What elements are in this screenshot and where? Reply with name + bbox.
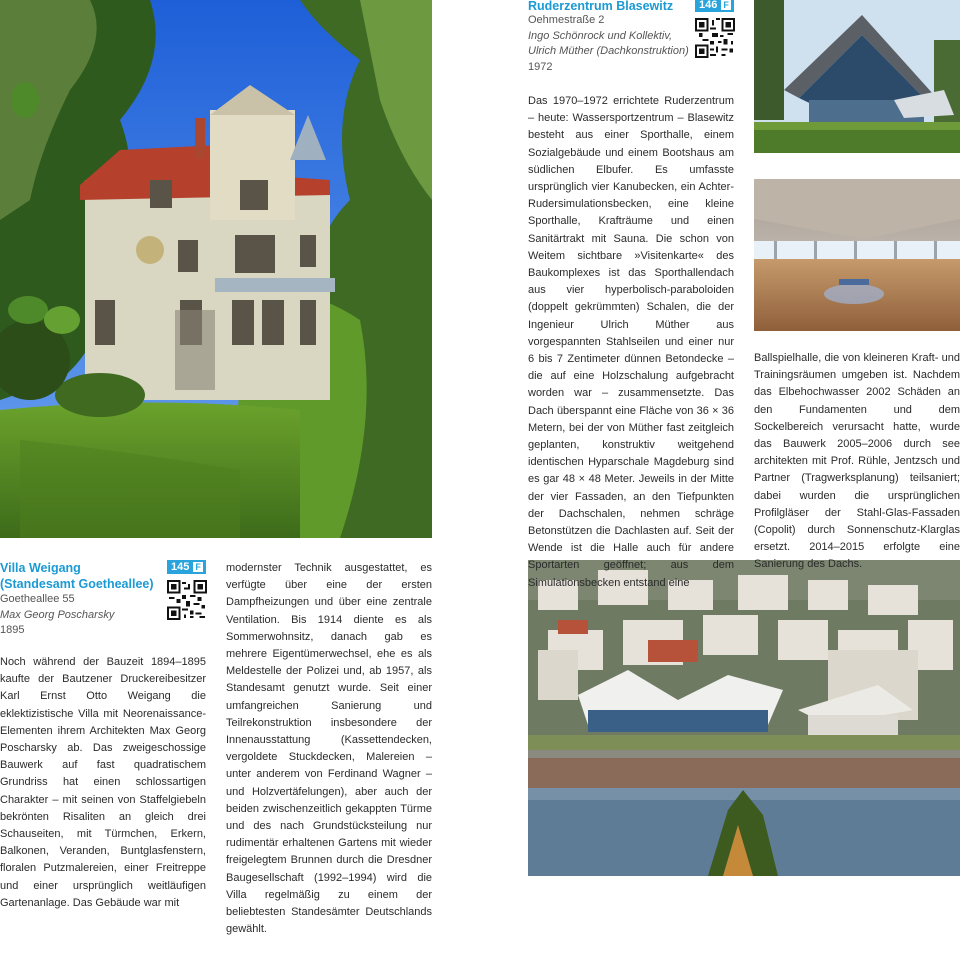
entry-146-title: Ruderzentrum Blasewitz [528,0,674,13]
entry-145-year: 1895 [0,624,25,636]
ruderzentrum-aerial-photo [528,560,960,876]
ruderzentrum-exterior-photo [754,0,960,153]
entry-146-text-column-2 [754,350,960,574]
entry-146-architect-line1: Ingo Schönrock und Kollektiv, [528,29,673,42]
entry-146-year: 1972 [528,60,553,73]
entry-145-title-line2: (Standesamt Goetheallee) [0,577,154,591]
entry-146-badge-letter: F [723,0,729,10]
entry-146-paragraph-2: Ballspielhalle, die von kleineren Kraft- und Trainingsräumen umgeben ist. Nachdem das Elbehochwasser 2002 Schäden an den Fundamenten und dem Sockelbereich verursacht hatte, wurde das Bauwerk 2005–2006 durch see architekten mit Prof. Rühle, Jentzsch und Partner (Tragwerksplanung) teilsaniert; dabei wurden die ursprünglichen Profilgläser der Stahl-Glas-Fassaden (Copolit) durch Sonnenschutz-Klarglas ersetzt. 2014–2015 erfolgte eine Sanierung des Dachs. [754,352,960,571]
entry-146-badge-number: 146 [699,0,718,11]
entry-145-paragraph-1: Noch während der Bauzeit 1894–1895 kaufte der Bautzener Druckereibesitzer Karl Ernst Otto Weigang die eklektizistische Villa mit Neorenaissance-Elementen ihrem Architekten Max Georg Poscharsky ab. Das zweigeschossige Bauwerk auf fast quadratischem Grundriss hat einen schlossartigen Charakter – mit seinen von Staffelgiebeln bekrönten Risaliten an gleich drei Schauseiten, mit Türmchen, Erkern, Balkonen, Veranden, Buntglasfenstern, floralen Putzmalereien, einer Freitreppe und einer ursprünglich weitläufigen Gartenanlage. Das Gebäude war mit [0,656,206,909]
entry-145-architect: Max Georg Poscharsky [0,608,115,621]
ruderzentrum-interior-photo [754,179,960,331]
entry-146-text-column-1 [528,93,734,592]
entry-146-badge [695,0,734,12]
entry-145-address: Goetheallee 55 [0,593,75,605]
entry-145-title [0,560,165,592]
entry-145-text-column-2 [226,560,432,938]
villa-weigang-photo [0,0,432,538]
entry-145-qr-code[interactable] [167,580,207,620]
entry-146-meta [528,13,698,75]
entry-145-badge-letter: F [195,562,201,572]
entry-145-badge [167,560,206,574]
entry-146-address: Oehmestraße 2 [528,14,605,26]
entry-145-title-line1: Villa Weigang [0,561,81,575]
entry-146-architect-line2: Ulrich Müther (Dachkonstruktion) [528,45,689,57]
entry-146-paragraph-1: Das 1970–1972 errichtete Ruderzentrum – heute: Wassersportzentrum – Blasewitz besteht aus einer Sporthalle, einem Sozialgebäude und einem Bootshaus am südlichen Elbufer. Es umfasste ursprünglich vier Kanubecken, ein Achter-Rudersimulationsbecken, eine kleine Sporthalle, Krafträume und einen Sanitärtrakt mit Sauna. Die schon von Weitem sichtbare »Visitenkarte« des Baukomplexes ist das Sporthallendach aus vier hyperbolisch-paraboloiden (doppelt gekrümmten) Schalen, die der Ingenieur Ulrich Müther aus vorgespannten Stahlseilen und einer nur 6 bis 7 Zentimeter dünnen Betondecke – die auf eine Holzschalung aufgebracht worden war – zusammensetzte. Das Dach überspannt eine Fläche von 36 × 36 Metern, bei der von Müther fast zeitgleich geplanten, konstruktiv weitgehend identischen Hyparschale Magdeburg sind es gar 48 × 48 Meter. Jeweils in der Mitte der vier Fassaden, an den Tiefpunkten der Dachschalen, nehmen schräge Betonstützen die Dachlasten auf. Seit der Wende ist die Halle auch für andere Sportarten geöffnet; aus dem Simulationsbecken entstand eine [528,95,734,589]
entry-146-qr-code[interactable] [695,18,735,58]
entry-145-meta [0,592,165,639]
entry-145-text-column-1 [0,654,206,912]
entry-145-paragraph-2: modernster Technik ausgestattet, es verfügte über eine der ersten Dampfheizungen und über eine zentrale Ventilation. Bis 1914 diente es als Sommerwohnsitz, danach gab es mehrere Eigentümerwechsel, ehe es als Meldestelle der Polizei und, ab 1957, als Standesamt genutzt wurde. Seit einer umfangreichen Sanierung und Teilrekonstruktion insbesondere der Innenausstattung (Kassettendecken, vergoldete Stuckdecken, Malereien – unter anderem von Ferdinand Wagner – und Holzvertäfelungen), aber auch der beiden zwischenzeitlich gekappten Türme und des nach Grundstücksteilung nur rudimentär erhaltenen Gartens mit wieder freigelegtem Brunnen durch die Dresdner Baugesellschaft (1992–1994) wird die Villa regelmäßig zu einem der beliebtesten Standesämter Deutschlands gewählt. [226,562,432,936]
entry-145-badge-number: 145 [171,561,190,573]
